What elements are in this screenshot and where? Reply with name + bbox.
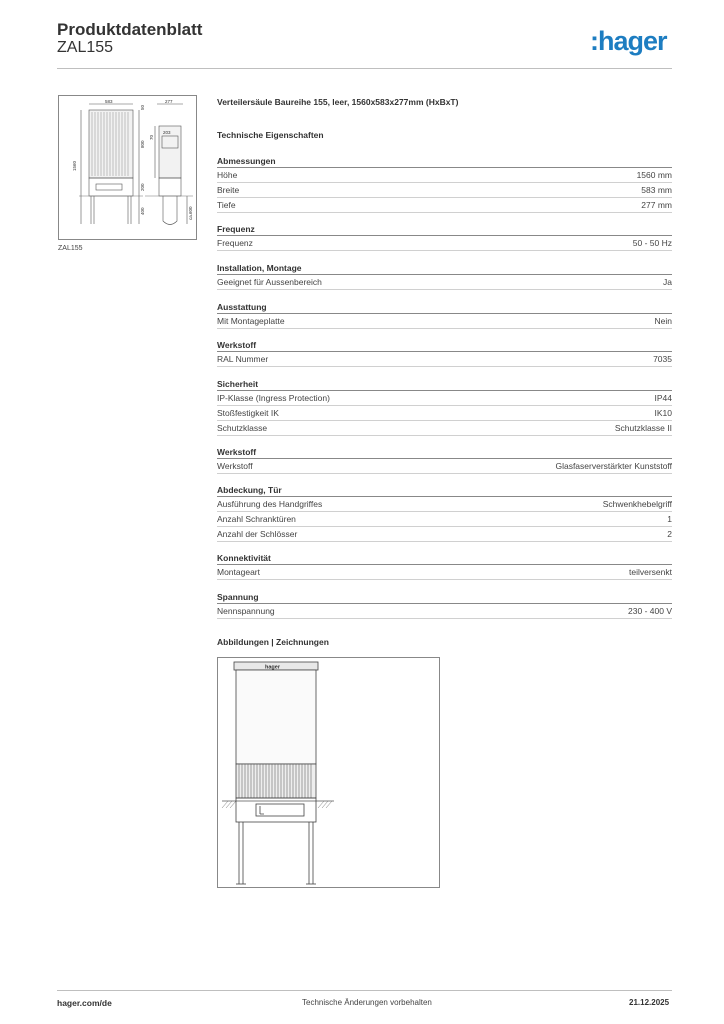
section-title-ausstattung: Ausstattung: [217, 301, 672, 314]
dim-ca600-label: ca.600: [188, 206, 193, 220]
spec-label: Mit Montageplatte: [217, 316, 285, 326]
spec-value: 7035: [653, 354, 672, 364]
spec-row: [217, 352, 672, 367]
spec-row: [217, 236, 672, 251]
drawing-logo: hager: [265, 664, 280, 671]
spec-value: Ja: [663, 277, 672, 287]
spec-row: [217, 604, 672, 619]
section-title-spannung: Spannung: [217, 591, 672, 604]
spec-value: 583 mm: [641, 185, 672, 195]
section-title-installation: Installation, Montage: [217, 262, 672, 275]
dim-400-label: 400: [140, 207, 145, 215]
spec-row: [217, 183, 672, 198]
spec-label: Ausführung des Handgriffes: [217, 499, 323, 509]
dim-200-label: 200: [140, 183, 145, 191]
section-title-abmessungen: Abmessungen: [217, 155, 672, 168]
product-description: Verteilersäule Baureihe 155, leer, 1560x583x277mm (HxBxT): [217, 97, 459, 107]
spec-value: IP44: [654, 393, 672, 403]
footer-divider: [57, 990, 672, 991]
dim-depth-label: 277: [165, 99, 173, 104]
spec-label: Tiefe: [217, 200, 236, 210]
spec-label: Werkstoff: [217, 461, 253, 471]
spec-value: 277 mm: [641, 200, 672, 210]
product-drawing-svg: [218, 658, 439, 887]
spec-row: [217, 421, 672, 436]
section-title-werkstoff: Werkstoff: [217, 339, 672, 352]
spec-row: [217, 391, 672, 406]
dim-203-label: 203: [163, 130, 171, 135]
spec-label: Stoßfestigkeit IK: [217, 408, 279, 418]
page-title: Produktdatenblatt: [57, 20, 203, 39]
spec-value: 1: [667, 514, 672, 524]
spec-label: Montageart: [217, 567, 260, 577]
hager-logo: :hager: [590, 26, 667, 56]
dim-height-label: 1560: [72, 160, 77, 171]
spec-label: Höhe: [217, 170, 238, 180]
spec-row: [217, 497, 672, 512]
spec-label: Geeignet für Aussenbereich: [217, 277, 322, 287]
thumbnail-caption: ZAL155: [58, 245, 83, 252]
spec-value: Nein: [654, 316, 672, 326]
header-divider: [57, 68, 672, 69]
section-title-frequenz: Frequenz: [217, 223, 672, 236]
spec-row: [217, 565, 672, 580]
dim-800-label: 800: [140, 140, 145, 148]
spec-label: IP-Klasse (Ingress Protection): [217, 393, 330, 403]
spec-label: Anzahl Schranktüren: [217, 514, 296, 524]
footer-notice: Technische Änderungen vorbehalten: [302, 998, 432, 1007]
spec-row: [217, 275, 672, 290]
spec-label: Schutzklasse: [217, 423, 268, 433]
spec-label: RAL Nummer: [217, 354, 269, 364]
spec-label: Breite: [217, 185, 240, 195]
dimension-drawing-svg: [59, 96, 196, 239]
section-title-konnektivitaet: Konnektivität: [217, 552, 672, 565]
dimension-drawing-thumbnail: [58, 95, 197, 240]
footer-website-link[interactable]: hager.com/de: [57, 998, 112, 1008]
product-drawing: [217, 657, 440, 888]
technical-properties-title: Technische Eigenschaften: [217, 130, 324, 140]
spec-row: [217, 459, 672, 474]
spec-value: 230 - 400 V: [628, 606, 672, 616]
spec-value: IK10: [654, 408, 672, 418]
section-title-sicherheit: Sicherheit: [217, 378, 672, 391]
spec-row: [217, 198, 672, 213]
spec-row: [217, 512, 672, 527]
drawings-title: Abbildungen | Zeichnungen: [217, 637, 329, 647]
spec-value: Glasfaserverstärkter Kunststoff: [555, 461, 672, 471]
spec-value: Schutzklasse II: [614, 423, 672, 433]
spec-value: 1560 mm: [636, 170, 672, 180]
spec-label: Anzahl der Schlösser: [217, 529, 298, 539]
dim-70-label: 70: [149, 134, 154, 140]
dim-width-label: 583: [105, 99, 113, 104]
product-model: ZAL155: [57, 39, 114, 56]
spec-label: Frequenz: [217, 238, 253, 248]
spec-label: Nennspannung: [217, 606, 275, 616]
spec-row: [217, 406, 672, 421]
section-title-werkstoff-material: Werkstoff: [217, 446, 672, 459]
spec-row: [217, 527, 672, 542]
section-title-abdeckung: Abdeckung, Tür: [217, 484, 672, 497]
footer-date: 21.12.2025: [629, 998, 670, 1007]
spec-row: [217, 168, 672, 183]
dim-50-label: 50: [140, 104, 145, 110]
spec-value: teilversenkt: [629, 567, 672, 577]
spec-row: [217, 314, 672, 329]
spec-value: Schwenkhebelgriff: [602, 499, 672, 509]
spec-value: 50 - 50 Hz: [632, 238, 672, 248]
spec-value: 2: [667, 529, 672, 539]
